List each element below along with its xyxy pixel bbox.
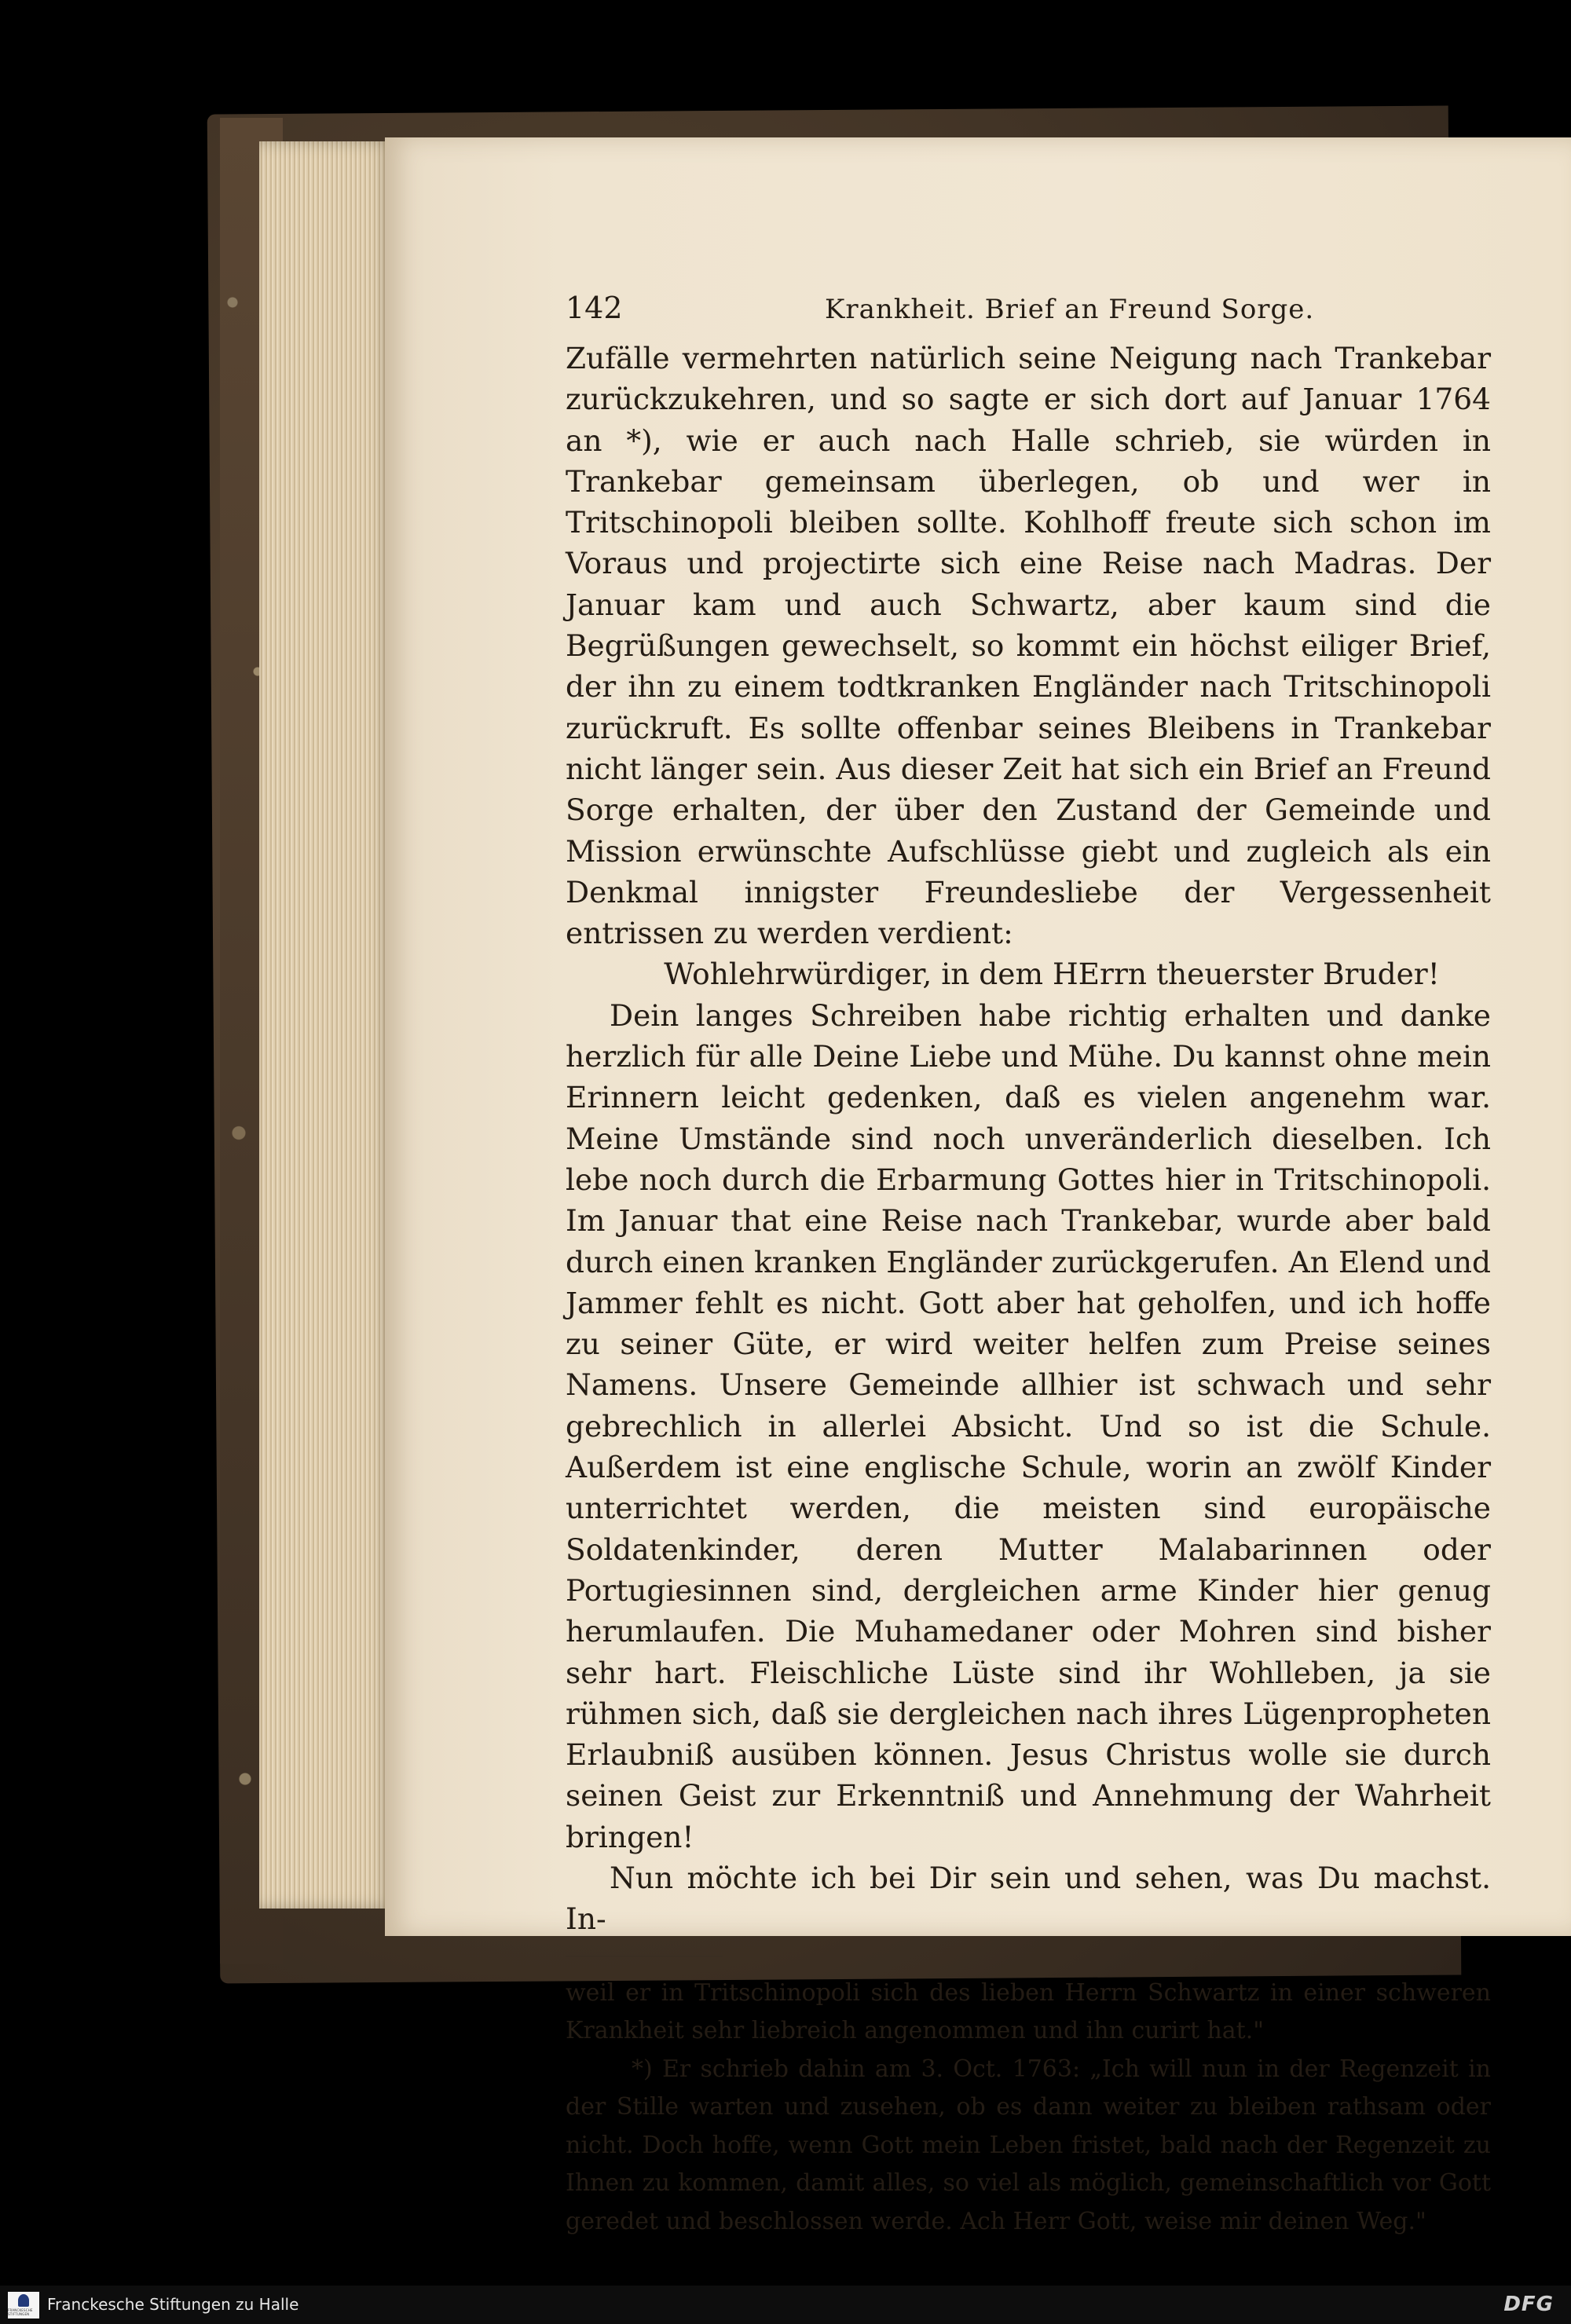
body-text [566,338,1491,1940]
viewer-footer-bar [0,2286,1571,2324]
logo-text: FRANCKESCHE STIFTUNGEN [8,2308,33,2316]
running-head: Krankheit. Brief an Freund Sorge. [825,294,1315,325]
institution-name[interactable]: Franckesche Stiftungen zu Halle [47,2295,299,2314]
letter-salutation: Wohlehrwürdiger, in dem HErrn theuerster Bruder! [664,957,1440,992]
institution-logo-icon[interactable] [8,2292,39,2319]
page-text-block [566,283,1491,2241]
paragraph-2: Dein langes Schreiben habe richtig erhalten und danke herzlich für alle Deine Liebe und Mühe. Du kannst ohne mein Erinnern leicht gedenken, daß es vielen angenehm war. Meine Umstände sind noch unveränderlich dieselben. Ich lebe noch durch die Erbarmung Gottes hier in Tritschinopoli. Im Januar that eine Reise nach Trankebar, wurde aber bald durch einen kranken Engländer zurückgerufen. An Elend und Jammer fehlt es nicht. Gott aber hat geholfen, und ich hoffe zu seiner Güte, er wird weiter helfen zum Preise seines Namens. Unsere Gemeinde allhier ist schwach und sehr gebrechlich in allerlei Absicht. Und so ist die Schule. Außerdem ist eine englische Schule, worin an zwölf Kinder unterrichtet werden, die meisten sind europäische Soldatenkinder, deren Mutter Malabarinnen oder Portugiesinnen sind, dergleichen arme Kinder hier genug herumlaufen. Die Muhamedaner oder Mohren sind bisher sehr hart. Fleischliche Lüste sind ihr Wohlleben, ja sie rühmen sich, daß sie dergleichen nach ihres Lügenpropheten Erlaubniß ausüben können. Jesus Christus wolle sie durch seinen Geist zur Erkenntniß und Annehmung der Wahrheit bringen! [566,997,1491,1854]
footnote-rule [566,1956,723,1957]
paragraph-3: Nun möchte ich bei Dir sein und sehen, was Du machst. In- [566,1860,1491,1937]
footnote-star: *) Er schrieb dahin am 3. Oct. 1763: „Ich will nun in der Regenzeit in der Stille warten und zusehen, ob es dann weiter zu bleiben rathsam oder nicht. Doch hoffe, wenn Gott mein Leben fristet, bald nach der Regenzeit zu Ihnen zu kommen, damit alles, so viel als möglich, gemeinschaftlich vor Gott geredet und beschlossen werde. Ach Herr Gott, weise mir deinen Weg." [566,2055,1491,2235]
page-header [566,283,1491,338]
page-number: 142 [566,291,623,325]
logo-figure-icon [18,2294,29,2307]
paragraph-1: Zufälle vermehrten natürlich seine Neigung nach Trankebar zurückzukehren, und so sagte er sich dort auf Januar 1764 an *), wie er auch nach Halle schrieb, sie würden in Trankebar gemeinsam überlegen, ob und wer in Tritschinopoli bleiben sollte. Kohlhoff freute sich schon im Voraus und projectirte sich eine Reise nach Madras. Der Januar kam und auch Schwartz, aber kaum sind die Begrüßungen gewechselt, so kommt ein höchst eiliger Brief, der ihn zu einem todtkranken Engländer nach Tritschinopoli zurückruft. Es sollte offenbar seines Bleibens in Trankebar nicht länger sein. Aus dieser Zeit hat sich ein Brief an Freund Sorge erhalten, der über den Zustand der Gemeinde und Mission erwünschte Aufschlüsse giebt und zugleich als ein Denkmal innigster Freundesliebe der Vergessenheit entrissen zu werden verdient: [566,341,1491,951]
footnote-continuation: weil er in Tritschinopoli sich des lieben Herrn Schwartz in einer schweren Krankheit sehr liebreich angenommen und ihn curirt hat." [566,1978,1491,2045]
page-edges [259,141,393,1909]
footnotes [566,1974,1491,2242]
dfg-logo[interactable]: DFG [1503,2293,1554,2316]
